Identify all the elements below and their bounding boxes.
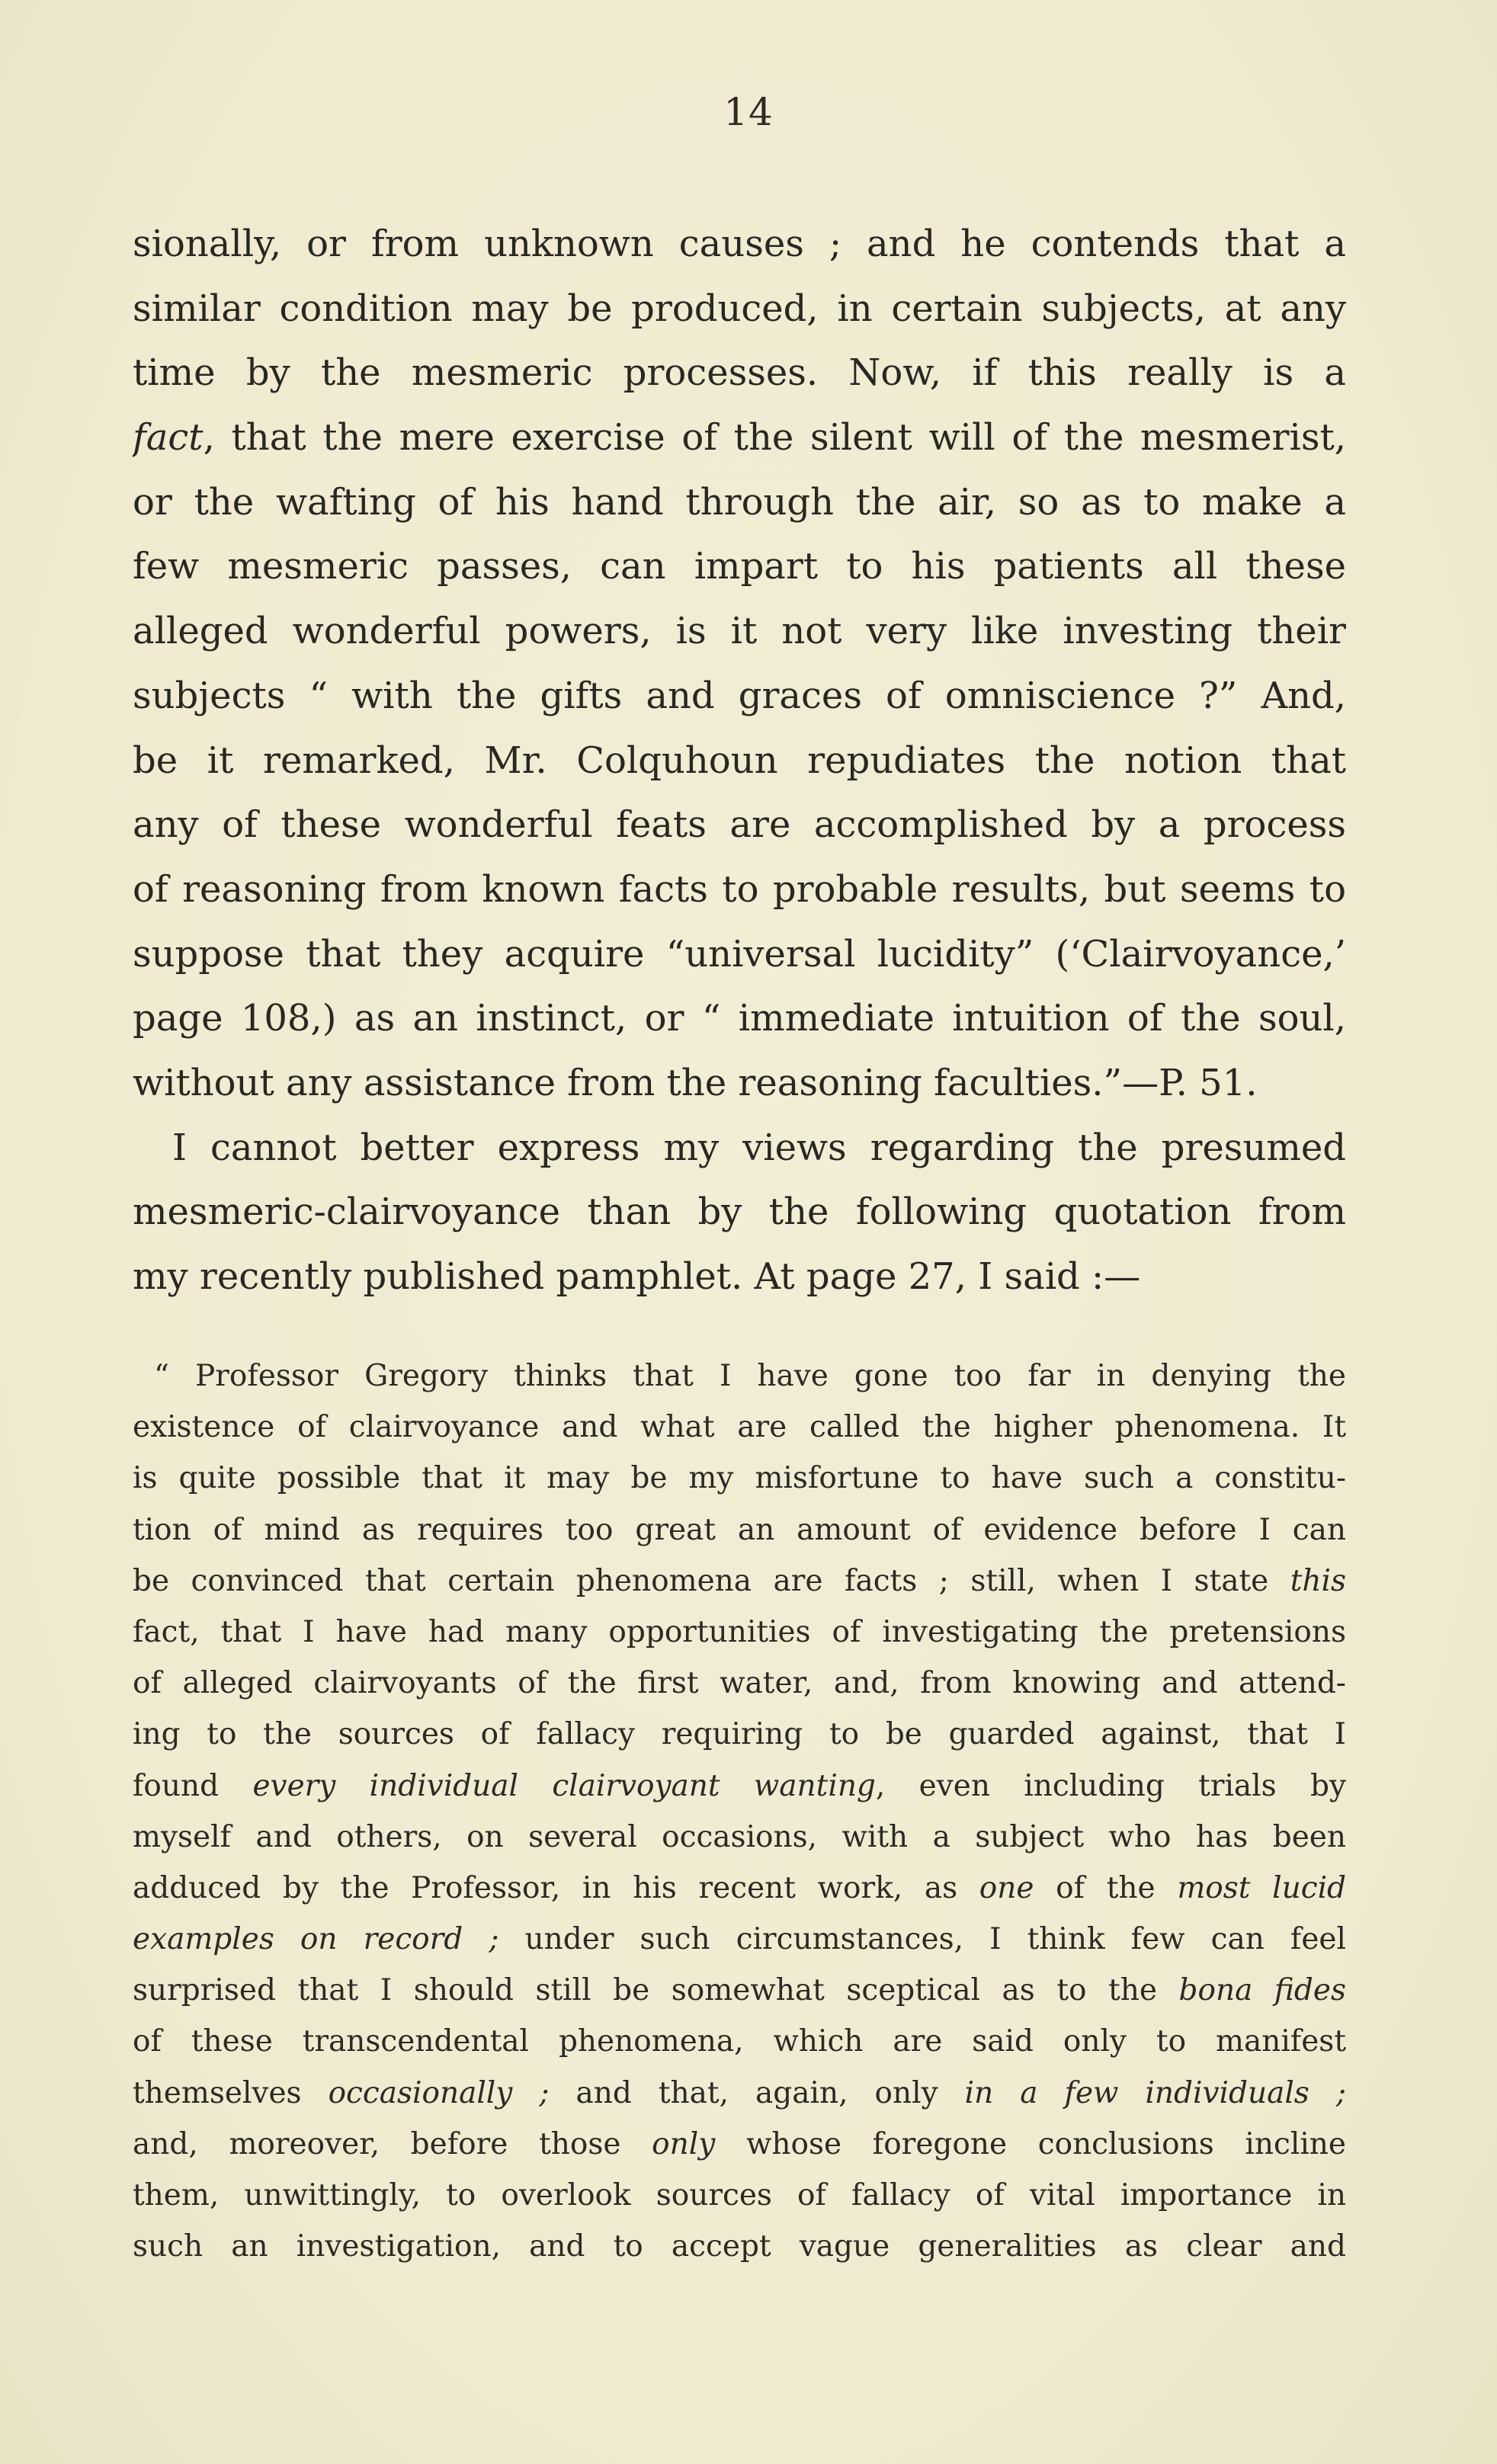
page-number: 14 — [723, 90, 774, 134]
text-run: themselves — [133, 2075, 329, 2110]
text-line: subjects “ with the gifts and graces of omniscience ?” And, — [133, 674, 1346, 717]
text-line: page 108,) as an instinct, or “ immediate intuition of the soul, — [133, 997, 1346, 1040]
text-line: I cannot better express my views regarding the presumed — [172, 1126, 1346, 1169]
italic-word: one — [979, 1870, 1034, 1905]
text-run: whose foregone conclusions incline — [715, 2126, 1346, 2161]
text-line: mesmeric-clairvoyance than by the following quotation from — [133, 1190, 1346, 1234]
quote-line — [133, 1914, 1346, 1965]
quote-line — [133, 2119, 1346, 2170]
main-paragraphs — [133, 212, 1346, 1309]
text-line: sionally, or from unknown causes ; and he contends that a — [133, 223, 1346, 265]
italic-word: occasionally ; — [328, 2075, 550, 2110]
quote-line: is quite possible that it may be my misfortune to have such a constitu- — [133, 1461, 1346, 1496]
quote-line — [133, 1863, 1346, 1914]
text-line: without any assistance from the reasoning faculties.”—P. 51. — [133, 1061, 1258, 1104]
italic-phrase: most lucid — [1177, 1870, 1346, 1905]
text-line: of reasoning from known facts to probable results, but seems to — [133, 867, 1346, 911]
text-line: alleged wonderful powers, is it not very like investing their — [133, 610, 1346, 653]
quote-line: existence of clairvoyance and what are called the higher phenomena. It — [133, 1410, 1346, 1445]
text-line: few mesmeric passes, can impart to his patients all these — [133, 545, 1346, 588]
italic-phrase: every individual clairvoyant wanting — [252, 1768, 876, 1803]
quote-line: of alleged clairvoyants of the first water, and, from knowing and attend- — [133, 1666, 1346, 1701]
text-run: and that, again, only — [549, 2075, 965, 2110]
italic-word: this — [1290, 1563, 1346, 1598]
italic-word: fact — [133, 416, 204, 460]
quote-line — [133, 1556, 1346, 1607]
quote-line: myself and others, on several occasions, with a subject who has been — [133, 1819, 1346, 1854]
italic-phrase: in a few individuals ; — [964, 2075, 1346, 2110]
text-line: or the wafting of his hand through the air, so as to make a — [133, 480, 1346, 524]
italic-phrase: bona fides — [1178, 1973, 1346, 2008]
text-run: adduced by the Professor, in his recent work, as — [133, 1870, 979, 1905]
text-line: any of these wonderful feats are accomplished by a process — [133, 803, 1346, 847]
quote-line — [133, 2068, 1346, 2119]
text-run: be convinced that certain phenomena are facts ; still, when I state — [133, 1563, 1290, 1598]
text-line: similar condition may be produced, in certain subjects, at any — [133, 287, 1346, 330]
text-run: , that the mere exercise of the silent will of the mesmerist, — [203, 416, 1346, 460]
text-line: be it remarked, Mr. Colquhoun repudiates the notion that — [133, 739, 1346, 782]
italic-phrase: examples on record ; — [133, 1922, 499, 1957]
text-line: my recently published pamphlet. At page 27, I said :— — [133, 1255, 1141, 1298]
text-run: found — [133, 1768, 253, 1803]
text-run: , even including trials by — [875, 1768, 1346, 1803]
quote-line: such an investigation, and to accept vague generalities as clear and — [133, 2229, 1346, 2264]
text-run: of the — [1034, 1870, 1178, 1905]
text-run: and, moreover, before those — [133, 2126, 652, 2161]
text-run: under such circumstances, I think few can feel — [498, 1922, 1346, 1957]
quote-line: fact, that I have had many opportunities of investigating the pretensions — [133, 1614, 1346, 1649]
quote-line: of these transcendental phenomena, which are said only to manifest — [133, 2024, 1346, 2059]
quote-line: tion of mind as requires too great an amount of evidence before I can — [133, 1512, 1346, 1547]
quote-line: them, unwittingly, to overlook sources of fallacy of vital importance in — [133, 2178, 1346, 2212]
quote-line: ing to the sources of fallacy requiring to be guarded against, that I — [133, 1717, 1346, 1752]
text-run: surprised that I should still be somewhat sceptical as to the — [133, 1973, 1179, 2008]
text-line — [133, 405, 1346, 470]
text-line: suppose that they acquire “universal lucidity” (‘Clairvoyance,’ — [133, 932, 1346, 976]
quote-line — [133, 1761, 1346, 1812]
italic-word: only — [652, 2126, 716, 2161]
text-line: time by the mesmeric processes. Now, if this really is a — [133, 351, 1346, 395]
block-quotation — [133, 1351, 1346, 2272]
quote-line: “ Professor Gregory thinks that I have gone too far in denying the — [154, 1359, 1346, 1393]
quote-line — [133, 1965, 1346, 2016]
